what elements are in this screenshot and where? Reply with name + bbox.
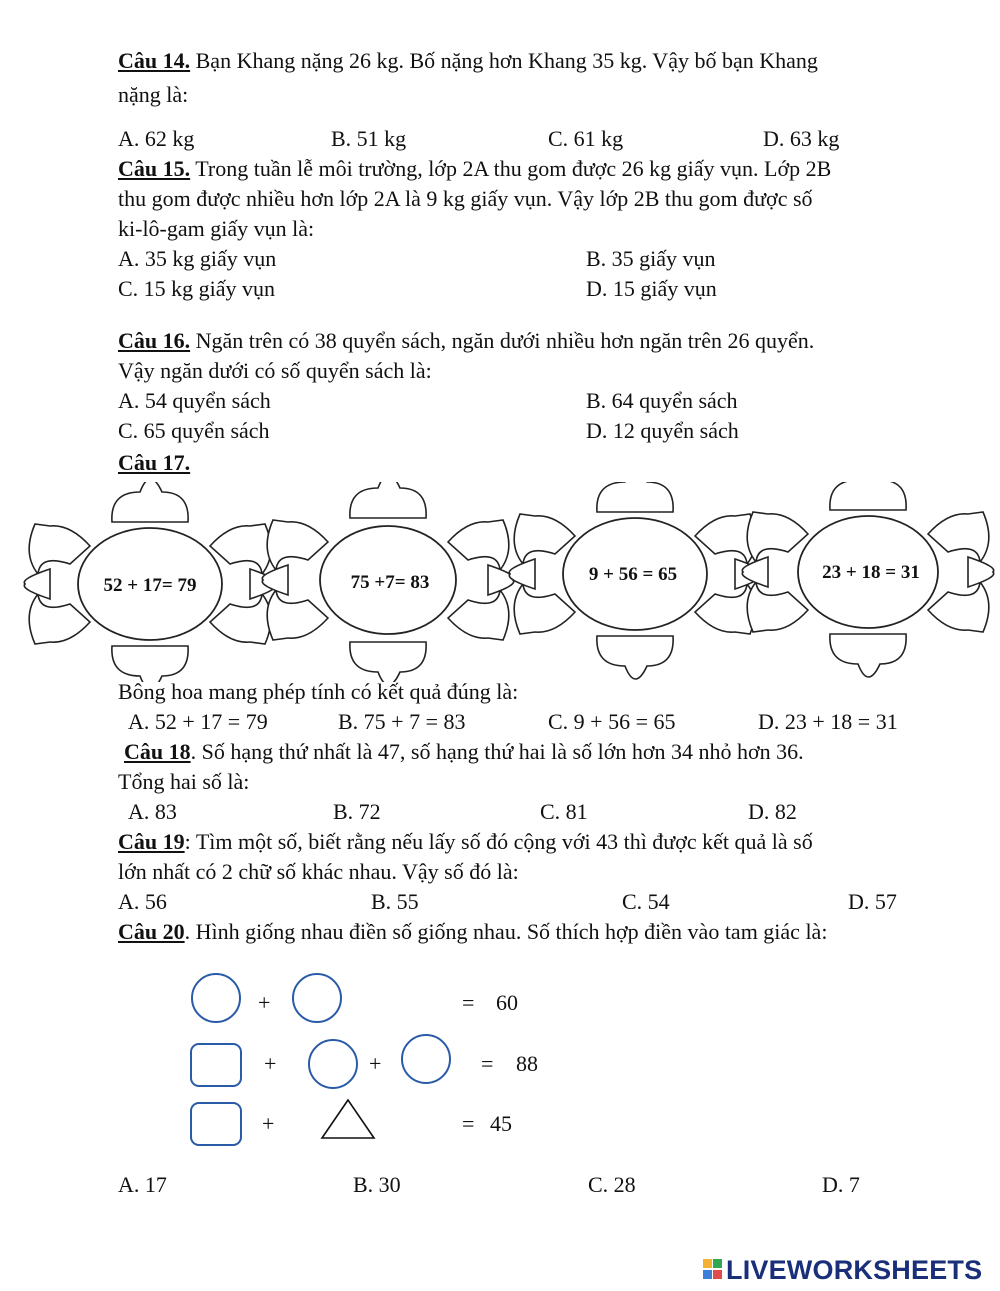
q20-option-b[interactable]: B. 30	[353, 1172, 401, 1197]
result-3: 45	[490, 1111, 512, 1136]
q16-line1	[118, 326, 814, 356]
q14-text: Bạn Khang nặng 26 kg. Bố nặng hơn Khang 35 kg. Vậy bố bạn Khang	[190, 48, 818, 73]
q16-option-a[interactable]: A. 54 quyển sách	[118, 388, 271, 413]
square-shape[interactable]	[191, 1103, 241, 1145]
q17-option-b[interactable]: B. 75 + 7 = 83	[338, 709, 466, 734]
q19-line2: lớn nhất có 2 chữ số khác nhau. Vậy số đó là:	[118, 859, 519, 884]
q15-line2: thu gom được nhiều hơn lớp 2A là 9 kg giấy vụn. Vậy lớp 2B thu gom được số	[118, 186, 813, 211]
q16-option-b[interactable]: B. 64 quyển sách	[586, 388, 738, 413]
q20-label: Câu 20	[118, 919, 185, 944]
q17-option-a[interactable]: A. 52 + 17 = 79	[128, 709, 268, 734]
q15-line3: ki-lô-gam giấy vụn là:	[118, 216, 315, 241]
q14-line2: nặng là:	[118, 82, 189, 107]
q15-label: Câu 15.	[118, 156, 191, 181]
q14-option-a[interactable]: A. 62 kg	[118, 126, 195, 151]
q16-label: Câu 16.	[118, 328, 191, 353]
q19-option-a[interactable]: A. 56	[118, 889, 167, 914]
q20-option-d[interactable]: D. 7	[822, 1172, 860, 1197]
q14-option-b[interactable]: B. 51 kg	[331, 126, 407, 151]
plus-sign: +	[369, 1051, 382, 1076]
q20-text: . Hình giống nhau điền số giống nhau. Số thích hợp điền vào tam giác là:	[184, 919, 828, 944]
q20-line1	[118, 917, 827, 947]
q18-line1	[124, 737, 804, 767]
logo-text: LIVEWORKSHEETS	[726, 1254, 983, 1285]
equals-sign: =	[481, 1051, 494, 1076]
q18-option-a[interactable]: A. 83	[128, 799, 177, 824]
q18-line2: Tổng hai số là:	[118, 769, 250, 794]
plus-sign: +	[258, 990, 271, 1015]
q16-option-c[interactable]: C. 65 quyển sách	[118, 418, 270, 443]
flower-1-equation: 52 + 17= 79	[103, 575, 197, 596]
q17-option-c[interactable]: C. 9 + 56 = 65	[548, 709, 676, 734]
plus-sign: +	[262, 1111, 275, 1136]
q19-label: Câu 19	[118, 829, 185, 854]
q15-text: Trong tuần lễ môi trường, lớp 2A thu gom được 26 kg giấy vụn. Lớp 2B	[190, 156, 832, 181]
q17-label: Câu 17.	[118, 450, 191, 475]
q19-option-d[interactable]: D. 57	[848, 889, 897, 914]
q16-option-d[interactable]: D. 12 quyển sách	[586, 418, 739, 443]
q19-option-b[interactable]: B. 55	[371, 889, 419, 914]
q14-line1	[118, 46, 818, 76]
q14-option-c[interactable]: C. 61 kg	[548, 126, 624, 151]
logo-blocks-icon	[702, 1258, 724, 1282]
q17-question: Bông hoa mang phép tính có kết quả đúng là:	[118, 679, 519, 704]
q19-line1	[118, 827, 813, 857]
q14-option-d[interactable]: D. 63 kg	[763, 126, 840, 151]
circle-shape[interactable]	[402, 1035, 450, 1083]
q15-option-a[interactable]: A. 35 kg giấy vụn	[118, 246, 277, 271]
q17-option-d[interactable]: D. 23 + 18 = 31	[758, 709, 898, 734]
flower-2-equation: 75 +7= 83	[350, 572, 430, 593]
q18-option-d[interactable]: D. 82	[748, 799, 797, 824]
equals-sign: =	[462, 1111, 475, 1136]
circle-shape[interactable]	[293, 974, 341, 1022]
q18-label: Câu 18	[124, 739, 191, 764]
q19-text: : Tìm một số, biết rằng nếu lấy số đó cộng với 43 thì được kết quả là số	[184, 829, 813, 854]
q19-option-c[interactable]: C. 54	[622, 889, 670, 914]
result-2: 88	[516, 1051, 538, 1076]
q20-option-c[interactable]: C. 28	[588, 1172, 636, 1197]
q18-option-c[interactable]: C. 81	[540, 799, 588, 824]
q18-option-b[interactable]: B. 72	[333, 799, 381, 824]
q15-option-b[interactable]: B. 35 giấy vụn	[586, 246, 716, 271]
equals-sign: =	[462, 990, 475, 1015]
q16-text: Ngăn trên có 38 quyển sách, ngăn dưới nhiều hơn ngăn trên 26 quyển.	[190, 328, 815, 353]
circle-shape[interactable]	[309, 1040, 357, 1088]
q15-line1	[118, 154, 831, 184]
q16-line2: Vậy ngăn dưới có số quyển sách là:	[118, 358, 432, 383]
q20-option-a[interactable]: A. 17	[118, 1172, 167, 1197]
flower-4-equation: 23 + 18 = 31	[822, 562, 920, 583]
flower-3-equation: 9 + 56 = 65	[588, 564, 678, 585]
triangle-shape[interactable]	[322, 1100, 374, 1138]
q15-option-d[interactable]: D. 15 giấy vụn	[586, 276, 717, 301]
square-shape[interactable]	[191, 1044, 241, 1086]
q18-text: . Số hạng thứ nhất là 47, số hạng thứ hai là số lớn hơn 34 nhỏ hơn 36.	[190, 739, 804, 764]
q15-option-c[interactable]: C. 15 kg giấy vụn	[118, 276, 276, 301]
q17-line1	[118, 448, 190, 478]
circle-shape[interactable]	[192, 974, 240, 1022]
liveworksheets-logo	[702, 1254, 982, 1286]
result-1: 60	[496, 990, 518, 1015]
flowers-row	[0, 482, 1000, 682]
plus-sign: +	[264, 1051, 277, 1076]
q14-label: Câu 14.	[118, 48, 191, 73]
